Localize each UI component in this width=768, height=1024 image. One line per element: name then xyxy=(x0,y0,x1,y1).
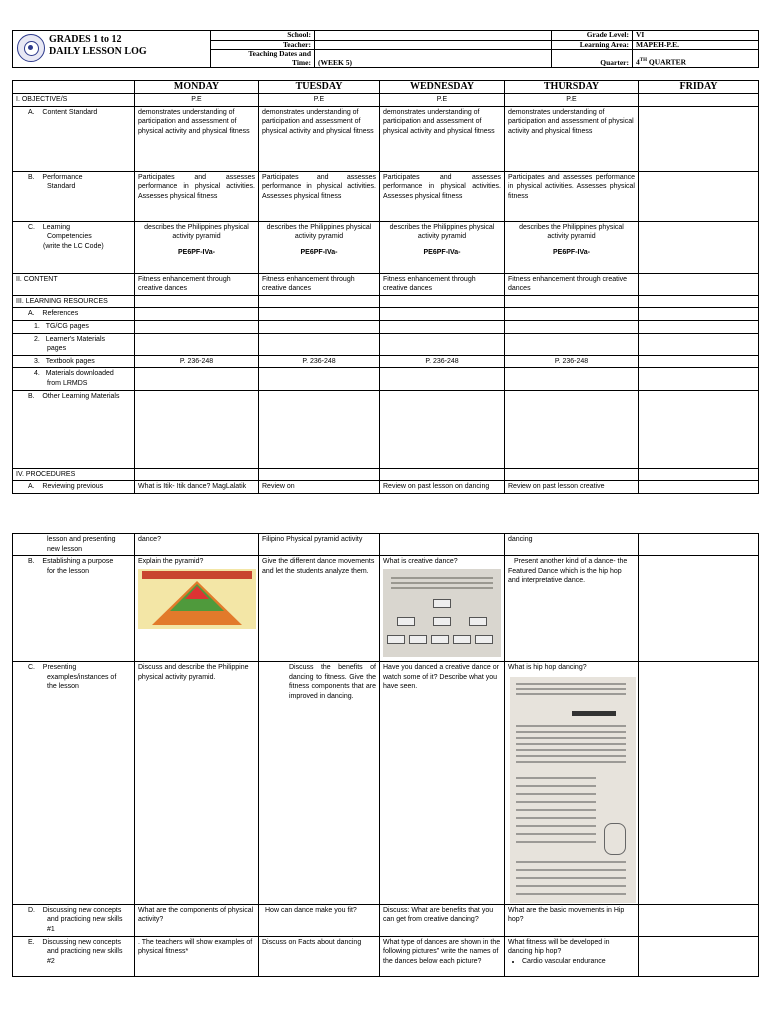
empty-cell xyxy=(505,333,639,355)
reviewing-cell: Review on past lesson creative xyxy=(505,481,639,494)
row-label: Presenting xyxy=(42,664,77,672)
empty-cell xyxy=(380,308,505,321)
row-label-line2: Competencies xyxy=(47,233,92,241)
discussing-2-label xyxy=(13,936,135,976)
school-label: School: xyxy=(211,31,315,41)
row-label-line2: pages xyxy=(47,345,67,353)
empty-cell xyxy=(505,295,639,308)
row-num: 4. xyxy=(34,370,40,378)
row-label: Discussing new concepts xyxy=(42,938,121,946)
content-standard-cell: demonstrates understanding of participation and assessment of physical activity and physical fitness xyxy=(380,106,505,171)
teacher-value xyxy=(315,40,552,50)
purpose-cell xyxy=(135,556,259,662)
row-label: References xyxy=(42,310,79,318)
empty-cell xyxy=(505,390,639,468)
row-label: Content Standard xyxy=(42,108,98,116)
empty-cell xyxy=(639,106,759,171)
area-label: Learning Area: xyxy=(552,40,633,50)
empty-cell xyxy=(135,308,259,321)
reviewing-cell: dancing xyxy=(505,534,639,556)
title-cell xyxy=(13,31,211,68)
textbook-pages-cell: P. 236-248 xyxy=(135,355,259,368)
competency-text: describes the Philippines physical activity pyramid xyxy=(266,223,372,241)
quarter-num: 4 xyxy=(636,57,640,67)
discussing-1-cell: How can dance make you fit? xyxy=(259,904,380,936)
empty-cell xyxy=(639,355,759,368)
purpose-label xyxy=(13,556,135,662)
competency-text: describes the Philippines physical activity pyramid xyxy=(144,223,249,241)
reviewing-cell: Filipino Physical pyramid activity xyxy=(259,534,380,556)
empty-cell xyxy=(639,481,759,494)
performance-standard-label xyxy=(13,171,135,221)
empty-cell xyxy=(505,320,639,333)
content-cell: Fitness enhancement through creative dances xyxy=(505,273,639,295)
empty-cell xyxy=(639,171,759,221)
purpose-cell: Give the different dance movements and let the students analyze them. xyxy=(259,556,380,662)
row-letter: B. xyxy=(28,392,35,400)
row-label-line2: from LRMDS xyxy=(47,379,88,387)
empty-cell xyxy=(380,390,505,468)
content-cell: Fitness enhancement through creative dances xyxy=(259,273,380,295)
content-cell: Fitness enhancement through creative dances xyxy=(380,273,505,295)
discussing-2-cell: What type of dances are shown in the following pictures" write the names of the dances below each picture? xyxy=(380,936,505,976)
row-label-line2: and practicing new skills xyxy=(47,948,123,956)
empty-cell xyxy=(639,368,759,390)
row-label-line3: #1 xyxy=(47,925,55,933)
lm-label xyxy=(13,333,135,355)
competency-text: describes the Philippines physical activity pyramid xyxy=(519,223,624,241)
empty-cell xyxy=(380,468,505,481)
empty-cell xyxy=(639,662,759,905)
title-line1: GRADES 1 to 12 xyxy=(49,34,122,45)
empty-cell xyxy=(505,308,639,321)
empty-cell xyxy=(259,333,380,355)
row-label-line2: examples/instances of xyxy=(47,673,117,681)
empty-cell xyxy=(259,308,380,321)
row-label: Other Learning Materials xyxy=(42,392,120,400)
row-num: 2. xyxy=(34,335,40,343)
row-label: Establishing a purpose xyxy=(42,558,114,566)
presenting-cell: Discuss and describe the Philippine physical activity pyramid. xyxy=(135,662,259,905)
dates-label-line1: Teaching Dates and xyxy=(248,49,311,58)
hip-hop-page-image xyxy=(510,677,636,903)
subject-cell: P.E xyxy=(380,94,505,107)
presenting-label xyxy=(13,662,135,905)
quarter-value xyxy=(633,50,759,68)
empty-cell xyxy=(380,320,505,333)
deped-seal-icon xyxy=(17,34,45,62)
content-cell: Fitness enhancement through creative dances xyxy=(135,273,259,295)
lc-code: PE6PF-IVa- xyxy=(178,248,215,256)
presenting-cell xyxy=(505,662,639,905)
reviewing-label-cont xyxy=(13,534,135,556)
empty-cell xyxy=(135,320,259,333)
row-letter: D. xyxy=(28,906,35,914)
reviewing-cell: Review on xyxy=(259,481,380,494)
school-value xyxy=(315,31,552,41)
row-label-line3: the lesson xyxy=(47,683,79,691)
empty-cell xyxy=(135,368,259,390)
row-label-line3: (write the LC Code) xyxy=(43,242,104,250)
subject-cell: P.E xyxy=(259,94,380,107)
empty-cell xyxy=(639,468,759,481)
content-standard-label xyxy=(13,106,135,171)
quarter-label: Quarter: xyxy=(552,50,633,68)
fitness-list-item: • Cardio vascular endurance xyxy=(522,957,635,967)
empty-cell xyxy=(639,534,759,556)
empty-cell xyxy=(639,333,759,355)
row-letter: A. xyxy=(28,483,35,491)
quarter-sup: TH xyxy=(639,58,647,63)
content-standard-cell: demonstrates understanding of participation and assessment of physical activity and physical fitness xyxy=(135,106,259,171)
purpose-cell xyxy=(380,556,505,662)
empty-cell xyxy=(259,368,380,390)
empty-cell xyxy=(639,390,759,468)
competency-cell xyxy=(505,221,639,273)
competency-cell xyxy=(259,221,380,273)
creative-dance-image xyxy=(383,569,501,657)
row-letter: A. xyxy=(28,310,35,318)
day-friday: FRIDAY xyxy=(639,81,759,94)
references-label xyxy=(13,308,135,321)
day-monday: MONDAY xyxy=(135,81,259,94)
empty-cell xyxy=(259,320,380,333)
textbook-label xyxy=(13,355,135,368)
row-label: Performance xyxy=(42,173,83,181)
row-label: Discussing new concepts xyxy=(42,906,122,914)
reviewing-cell xyxy=(380,534,505,556)
activity-pyramid-image xyxy=(138,569,256,629)
empty-cell xyxy=(259,468,380,481)
row-label: TG/CG pages xyxy=(45,322,89,330)
empty-cell xyxy=(135,295,259,308)
empty-cell xyxy=(259,295,380,308)
row-letter: C. xyxy=(28,664,35,672)
reviewing-cell: dance? xyxy=(135,534,259,556)
performance-standard-cell: Participates and assesses performance in physical activities. Assesses physical fitness xyxy=(380,171,505,221)
row-letter: B. xyxy=(28,558,35,566)
empty-cell xyxy=(505,468,639,481)
lesson-table-page1 xyxy=(12,80,759,494)
empty-cell xyxy=(639,308,759,321)
textbook-pages-cell: P. 236-248 xyxy=(505,355,639,368)
row-letter: C. xyxy=(28,223,35,231)
discussing-2-cell: Discuss on Facts about dancing xyxy=(259,936,380,976)
lesson-table-page2 xyxy=(12,533,759,977)
discussing-1-cell: What are the basic movements in Hip hop? xyxy=(505,904,639,936)
row-letter: A. xyxy=(28,108,35,116)
row-label-line3: new lesson xyxy=(47,545,83,553)
row-label-line2: and practicing new skills xyxy=(47,916,123,924)
content-label: II. CONTENT xyxy=(13,273,135,295)
row-letter: E. xyxy=(28,938,35,946)
teacher-label: Teacher: xyxy=(211,40,315,50)
dates-value: (WEEK 5) xyxy=(315,50,552,68)
empty-cell xyxy=(639,936,759,976)
textbook-pages-cell: P. 236-248 xyxy=(380,355,505,368)
other-materials-label xyxy=(13,390,135,468)
empty-cell xyxy=(505,368,639,390)
presenting-text: What is hip hop dancing? xyxy=(508,664,587,672)
empty-cell xyxy=(639,295,759,308)
subject-cell: P.E xyxy=(135,94,259,107)
empty-cell xyxy=(380,333,505,355)
competency-cell xyxy=(135,221,259,273)
objectives-label: I. OBJECTIVE/S xyxy=(13,94,135,107)
discussing-2-text: What fitness will be developed in dancing hip hop? xyxy=(508,938,610,956)
subject-cell: P.E xyxy=(505,94,639,107)
tg-label xyxy=(13,320,135,333)
row-label: Textbook pages xyxy=(45,357,95,365)
lc-code: PE6PF-IVa- xyxy=(423,248,461,256)
row-label: Learning xyxy=(42,223,71,231)
corner-cell xyxy=(13,81,135,94)
header-table xyxy=(12,30,759,68)
discussing-2-cell xyxy=(505,936,639,976)
purpose-text: What is creative dance? xyxy=(383,558,458,566)
empty-cell xyxy=(639,94,759,107)
purpose-text: Explain the pyramid? xyxy=(138,558,204,566)
performance-standard-cell: Participates and assesses performance in physical activities. Assesses physical fitness xyxy=(505,171,639,221)
discussing-1-label xyxy=(13,904,135,936)
area-value: MAPEH-P.E. xyxy=(633,40,759,50)
empty-cell xyxy=(380,295,505,308)
presenting-cell: Discuss the benefits of dancing to fitness. Give the fitness components that are improved in dancing. xyxy=(259,662,380,905)
empty-cell xyxy=(259,390,380,468)
day-wednesday: WEDNESDAY xyxy=(380,81,505,94)
textbook-pages-cell: P. 236-248 xyxy=(259,355,380,368)
empty-cell xyxy=(639,556,759,662)
empty-cell xyxy=(639,221,759,273)
row-num: 1. xyxy=(34,322,40,330)
row-label: Learner's Materials xyxy=(45,335,105,343)
content-standard-cell: demonstrates understanding of participation and assessment of physical activity and physical fitness xyxy=(505,106,639,171)
empty-cell xyxy=(135,390,259,468)
dates-label xyxy=(211,50,315,68)
empty-cell xyxy=(380,368,505,390)
quarter-word: QUARTER xyxy=(646,57,687,67)
competencies-label xyxy=(13,221,135,273)
purpose-cell: Present another kind of a dance- the Featured Dance which is the hip hop and interpretative dance. xyxy=(505,556,639,662)
empty-cell xyxy=(639,904,759,936)
reviewing-cell: What is Itik- Itik dance? MagLalatik xyxy=(135,481,259,494)
discussing-1-cell: What are the components of physical activity? xyxy=(135,904,259,936)
row-label: Reviewing previous xyxy=(42,483,104,491)
title-line2: DAILY LESSON LOG xyxy=(49,46,147,57)
reviewing-cell: Review on past lesson on dancing xyxy=(380,481,505,494)
row-letter: B. xyxy=(28,173,35,181)
reviewing-label xyxy=(13,481,135,494)
row-label-line3: #2 xyxy=(47,957,55,965)
lrmds-label xyxy=(13,368,135,390)
discussing-1-cell: Discuss: What are benefits that you can get from creative dancing? xyxy=(380,904,505,936)
empty-cell xyxy=(639,273,759,295)
row-label: Materials downloaded xyxy=(45,370,114,378)
empty-cell xyxy=(135,333,259,355)
row-label-line2: lesson and presenting xyxy=(47,536,116,543)
performance-standard-cell: Participates and assesses performance in physical activities. Assesses physical fitness xyxy=(259,171,380,221)
performance-standard-cell: Participates and assesses performance in physical activities. Assesses physical fitness xyxy=(135,171,259,221)
presenting-cell: Have you danced a creative dance or watch some of it? Describe what you have seen. xyxy=(380,662,505,905)
empty-cell xyxy=(135,468,259,481)
competency-text: describes the Philippines physical activity pyramid xyxy=(389,223,495,241)
fitness-list xyxy=(508,957,635,967)
row-num: 3. xyxy=(34,357,40,365)
day-tuesday: TUESDAY xyxy=(259,81,380,94)
lc-code: PE6PF-IVa- xyxy=(553,248,590,256)
empty-cell xyxy=(639,320,759,333)
row-label-line2: Standard xyxy=(47,183,76,191)
lc-code: PE6PF-IVa- xyxy=(300,248,338,256)
content-standard-cell: demonstrates understanding of participation and assessment of physical activity and physical fitness xyxy=(259,106,380,171)
procedures-label: IV. PROCEDURES xyxy=(13,468,135,481)
grade-value: VI xyxy=(633,31,759,41)
discussing-2-cell: . The teachers will show examples of physical fitness* xyxy=(135,936,259,976)
day-thursday: THURSDAY xyxy=(505,81,639,94)
competency-cell xyxy=(380,221,505,273)
resources-label: III. LEARNING RESOURCES xyxy=(13,295,135,308)
dates-label-line2: Time: xyxy=(291,57,311,67)
row-label-line2: for the lesson xyxy=(47,567,90,575)
grade-label: Grade Level: xyxy=(552,31,633,41)
